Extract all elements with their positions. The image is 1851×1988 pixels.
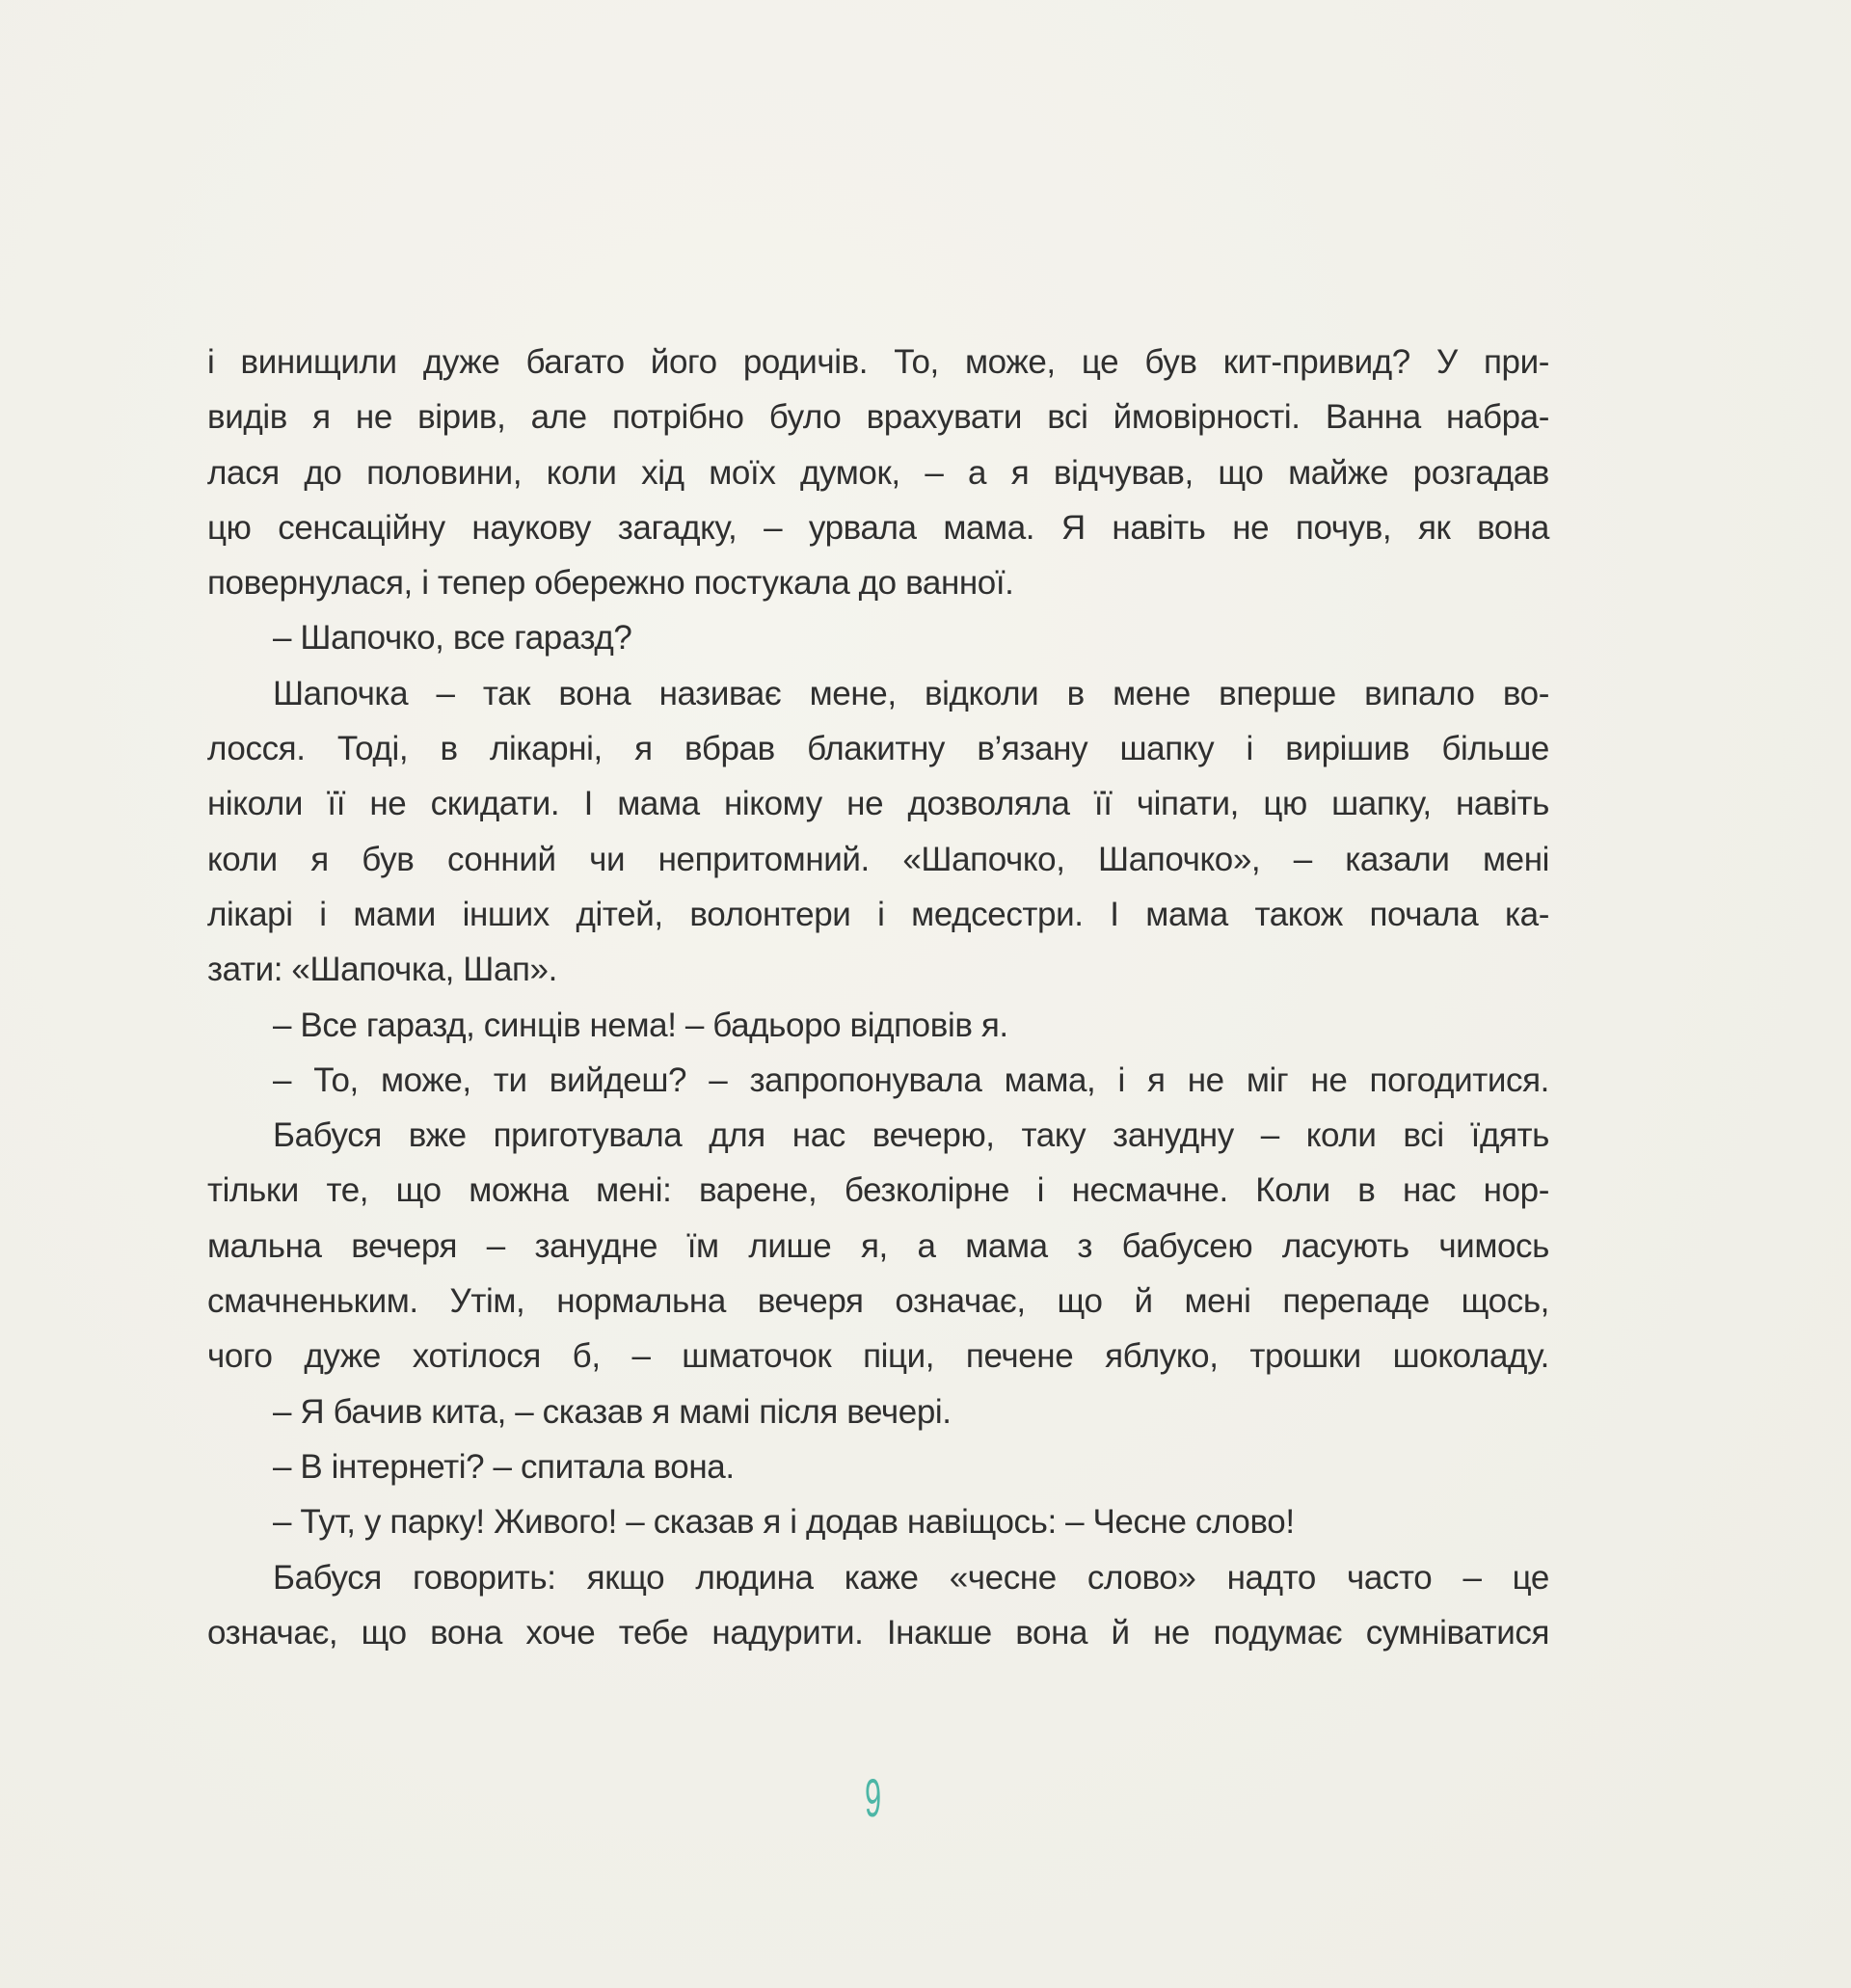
text-line: – В інтернеті? – спитала вона. [273, 1447, 735, 1486]
text-line: – Тут, у парку! Живого! – сказав я і додав навіщось: – Чесне слово! [273, 1503, 1295, 1542]
text-line: тільки те, що можна мені: варене, безколірне і несмачне. Коли в нас нор- [207, 1171, 1549, 1210]
text-line: Бабуся вже приготувала для нас вечерю, таку занудну – коли всі їдять [273, 1116, 1549, 1155]
text-line: – Шапочко, все гаразд? [273, 619, 632, 658]
text-line: коли я був сонний чи непритомний. «Шапочко, Шапочко», – казали мені [207, 840, 1549, 878]
text-line: – Я бачив кита, – сказав я мамі після вечері. [273, 1392, 952, 1431]
text-line: повернулася, і тепер обережно постукала до ванної. [207, 564, 1014, 603]
text-line: смачненьким. Утім, нормальна вечеря означає, що й мені перепаде щось, [207, 1282, 1549, 1321]
text-line: – То, може, ти вийдеш? – запропонувала мама, і я не міг не погодитися. [273, 1061, 1549, 1099]
page-number: 9 [865, 1767, 882, 1828]
text-line: мальна вечеря – занудне їм лише я, а мама з бабусею ласують чимось [207, 1226, 1549, 1265]
text-line: означає, що вона хоче тебе надурити. Інакше вона й не подумає сумніватися [207, 1613, 1549, 1652]
text-line: і винищили дуже багато його родичів. То, може, це був кит-привид? У при- [207, 343, 1549, 381]
text-line: видів я не вірив, але потрібно було врахувати всі ймовірності. Ванна набра- [207, 398, 1549, 437]
text-line: лосся. Тоді, в лікарні, я вбрав блакитну в’язану шапку і вирішив більше [207, 730, 1549, 768]
text-line: чого дуже хотілося б, – шматочок піци, печене яблуко, трошки шоколаду. [207, 1337, 1549, 1376]
text-line: зати: «Шапочка, Шап». [207, 951, 557, 989]
body-text [207, 335, 1549, 1660]
text-line: лася до половини, коли хід моїх думок, – а я відчував, що майже розгадав [207, 453, 1549, 492]
text-line: Бабуся говорить: якщо людина каже «чесне слово» надто часто – це [273, 1558, 1549, 1597]
text-line: Шапочка – так вона називає мене, відколи в мене вперше випало во- [273, 674, 1549, 712]
text-line: цю сенсаційну наукову загадку, – урвала мама. Я навіть не почув, як вона [207, 508, 1549, 547]
text-line: ніколи її не скидати. І мама нікому не дозволяла її чіпати, цю шапку, навіть [207, 785, 1549, 823]
text-line: – Все гаразд, синців нема! – бадьоро відповів я. [273, 1006, 1008, 1044]
text-line: лікарі і мами інших дітей, волонтери і медсестри. І мама також почала ка- [207, 895, 1549, 933]
